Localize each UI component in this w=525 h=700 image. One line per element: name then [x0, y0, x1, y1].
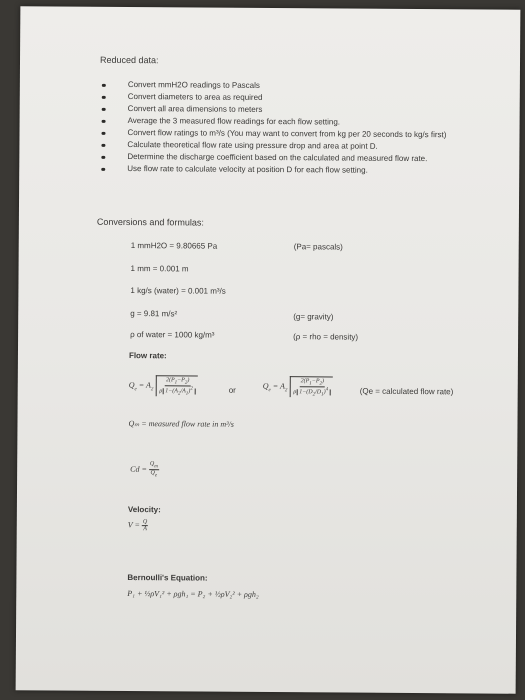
list-item: Determine the discharge coefficient based on the calculated and measured flow rate.: [116, 152, 516, 165]
discharge-coefficient-formula: Cd = $\frac{Q_m}{Q_e}$: [130, 461, 158, 479]
list-item: Use flow rate to calculate velocity at position D for each flow setting.: [116, 164, 516, 177]
velocity-label: V =: [127, 520, 140, 530]
velocity-formula: V = $\frac{Q}{A}$: [127, 519, 148, 533]
kgs-conversion: 1 kg/s (water) = 0.001 m³/s: [130, 286, 226, 296]
flow-formula-area-ratio: $Q_e = A_2$ $\frac{2(P_1-P_2)}{\rho 1-(A_2/A_1)^2}$: [129, 375, 198, 397]
mm-conversion: 1 mm = 0.001 m: [130, 264, 189, 274]
flow-formula-diameter-ratio: $Q_e = A_2$ $\frac{2(P_1-P_2)}{\rho 1-(D_2/D_1)^4}$: [263, 376, 334, 398]
qe-note: (Qe = calculated flow rate): [359, 386, 454, 397]
gravity-note: (g= gravity): [293, 312, 334, 322]
mmh2o-conversion: 1 mmH2O = 9.80665 Pa: [130, 241, 218, 251]
flow-rate-heading: Flow rate:: [128, 351, 167, 361]
density-value: ρ of water = 1000 kg/m³: [130, 330, 215, 340]
pascal-note: (Pa= pascals): [293, 242, 343, 252]
density-note: (ρ = rho = density): [293, 332, 359, 342]
list-item: Convert mmH2O readings to Pascals: [117, 80, 517, 93]
velocity-heading: Velocity:: [127, 505, 161, 515]
list-item: Convert all area dimensions to meters: [117, 104, 517, 117]
reduced-data-list: [116, 80, 517, 179]
bernoulli-equation: P₁ + ½ρV₁² + ρgh₁ = P₂ + ½ρV₂² + ρgh₂: [127, 589, 259, 599]
reduced-data-heading: Reduced data:: [99, 54, 159, 66]
list-item: Convert diameters to area as required: [117, 92, 517, 105]
bernoulli-heading: Bernoulli's Equation:: [127, 573, 208, 583]
measured-flow-definition: Qₘ = measured flow rate in m³/s: [128, 419, 234, 429]
gravity-value: g = 9.81 m/s²: [130, 309, 178, 319]
cd-label: Cd =: [130, 464, 147, 474]
document-page: [16, 6, 521, 693]
list-item: Calculate theoretical flow rate using pressure drop and area at point D.: [116, 140, 516, 153]
list-item: Convert flow ratings to m³/s (You may want to convert from kg per 20 seconds to kg/s first): [116, 128, 516, 141]
list-item: Average the 3 measured flow readings for each flow setting.: [117, 116, 517, 129]
or-label: or: [228, 385, 236, 395]
conversions-heading: Conversions and formulas:: [96, 216, 204, 228]
